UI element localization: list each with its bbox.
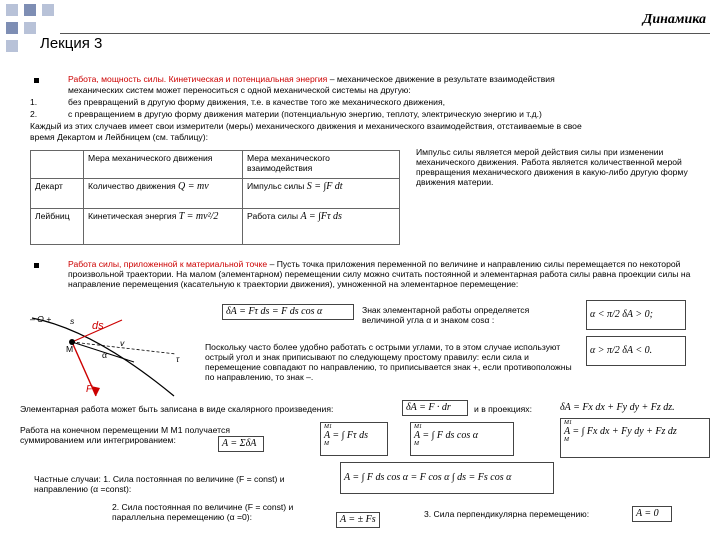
limit-top: M1 — [414, 424, 422, 430]
sign-formula-positive: α < π/2 δA > 0; — [586, 300, 686, 330]
case3-text: 3. Сила перпендикулярна перемещению: — [424, 509, 590, 519]
case3-formula: A = 0 — [632, 506, 672, 522]
intro-paragraph: Работа, мощность силы. Кинетическая и потенциальная энергия – механическое движение в результате взаимодействия — [68, 74, 555, 84]
bullet — [34, 78, 39, 83]
impulse-note: Импульс силы является мерой действия силы при изменении механического движения. Работа является количественной мерой превращения механического движения в какую-либо другую форму движения материи. — [416, 147, 688, 187]
page-title: Динамика — [642, 12, 706, 27]
top-rule — [60, 33, 710, 34]
limit-bottom: M — [324, 441, 329, 447]
sign-note: Знак элементарной работы определяется величиной угла α и знаком cosα : — [362, 305, 530, 325]
item2-text: с превращением в другую форму движения материи (потенциальную энергию, теплоту, электрическую энергию и т.д.) — [68, 109, 542, 119]
table-row — [31, 209, 400, 245]
lecture-label: Лекция 3 — [40, 35, 103, 52]
formula: A = ∫Fτ ds — [300, 211, 342, 222]
acute-note: Поскольку часто более удобно работать с острыми углами, то в этом случае используют острый угол и знак приписывают по следующему простому правилу: если сила и перемещение совпадают по направлению, то приписывается знак +, если противоположны по направлению, то знак –. — [205, 342, 572, 382]
formula: T = mv²/2 — [178, 211, 219, 222]
diagram-label-s: s — [70, 316, 75, 326]
table-corner — [31, 151, 84, 179]
diagram-label-ds: ds — [92, 320, 104, 332]
case2-text: 2. Сила постоянная по величине (F = const) и параллельна перемещению (α =0): — [112, 502, 294, 522]
diagram-label-v: v — [120, 338, 125, 348]
table-cell: Импульс силы S = ∫F dt — [243, 179, 400, 209]
intro-line5: Каждый из этих случаев имеет свои измерители (меры) механического движения и механического взаимодействия, отстаиваемые в свое — [30, 121, 582, 131]
diagram-label-tau: τ — [176, 354, 180, 364]
finite-text: Работа на конечном перемещении M M1 получается суммированием или интегрированием: — [20, 425, 230, 445]
diagram-label-alpha: α — [102, 350, 107, 360]
formula-int2: M1 A = ∫ F ds cos α M — [410, 422, 514, 456]
sign-formula-negative: α > π/2 δA < 0. — [586, 336, 686, 366]
intro-line2: механических систем может переноситься с одной механической системы на другую: — [68, 85, 411, 95]
formula: Q = mv — [178, 181, 209, 192]
measures-table — [30, 150, 400, 245]
intro-line6: время Декартом и Лейбницем (см. таблицу): — [30, 132, 208, 142]
formula-dA: δA = Fτ ds = F ds cos α — [222, 304, 354, 320]
formula-int1: M1 A = ∫ Fτ ds M — [320, 422, 388, 456]
item1-number: 1. — [30, 97, 38, 107]
item1-text: без превращений в другую форму движения, т.е. в качестве того же механического движения, — [68, 97, 445, 107]
table-cell: Количество движения Q = mv — [84, 179, 243, 209]
diagram-label-origin: – O + — [30, 314, 52, 324]
table-cell: Кинетическая энергия T = mv²/2 — [84, 209, 243, 245]
projection-formula: δA = Fx dx + Fy dy + Fz dz. — [560, 402, 675, 413]
projection-text: и в проекциях: — [474, 404, 532, 414]
table-header-interaction: Мера механического взаимодействия — [243, 151, 400, 179]
table-cell: Работа силы A = ∫Fτ ds — [243, 209, 400, 245]
formula-int3: M1 A = ∫ Fx dx + Fy dy + Fz dz M — [560, 418, 710, 458]
table-header-motion: Мера механического движения — [84, 151, 243, 179]
table-cell: Лейбниц — [31, 209, 84, 245]
limit-bottom: M — [414, 441, 419, 447]
formula-sum: A = ΣδA — [218, 436, 264, 452]
limit-bottom: M — [564, 437, 569, 443]
work-paragraph: Работа силы, приложенной к материальной точке – Пусть точка приложения переменной по величине и направлению силы перемещается по некоторой произвольной траектории. На малом (элементарном) перемещении силу можно считать постоянной и элементарная работа силы равна проекции силы на направление перемещения (касательную к траектории движения), умноженной на элементарное перемещение: — [68, 259, 691, 289]
scalar-formula: δA = F · dr — [402, 400, 468, 416]
formula: S = ∫F dt — [306, 181, 343, 192]
case2-formula: A = ± Fs — [336, 512, 380, 528]
bullet — [34, 263, 39, 268]
case1-formula: A = ∫ F ds cos α = F cos α ∫ ds = Fs cos α — [340, 462, 554, 494]
table-cell: Декарт — [31, 179, 84, 209]
case1-text: Частные случаи: 1. Сила постоянная по величине (F = const) и направлению (α =const): — [34, 474, 285, 494]
diagram-label-F: F — [86, 384, 93, 395]
scalar-text: Элементарная работа может быть записана в виде скалярного произведения: — [20, 404, 334, 414]
item2-number: 2. — [30, 109, 38, 119]
table-row — [31, 179, 400, 209]
limit-top: M1 — [324, 424, 332, 430]
diagram-label-M: M — [66, 344, 74, 354]
limit-top: M1 — [564, 420, 572, 426]
